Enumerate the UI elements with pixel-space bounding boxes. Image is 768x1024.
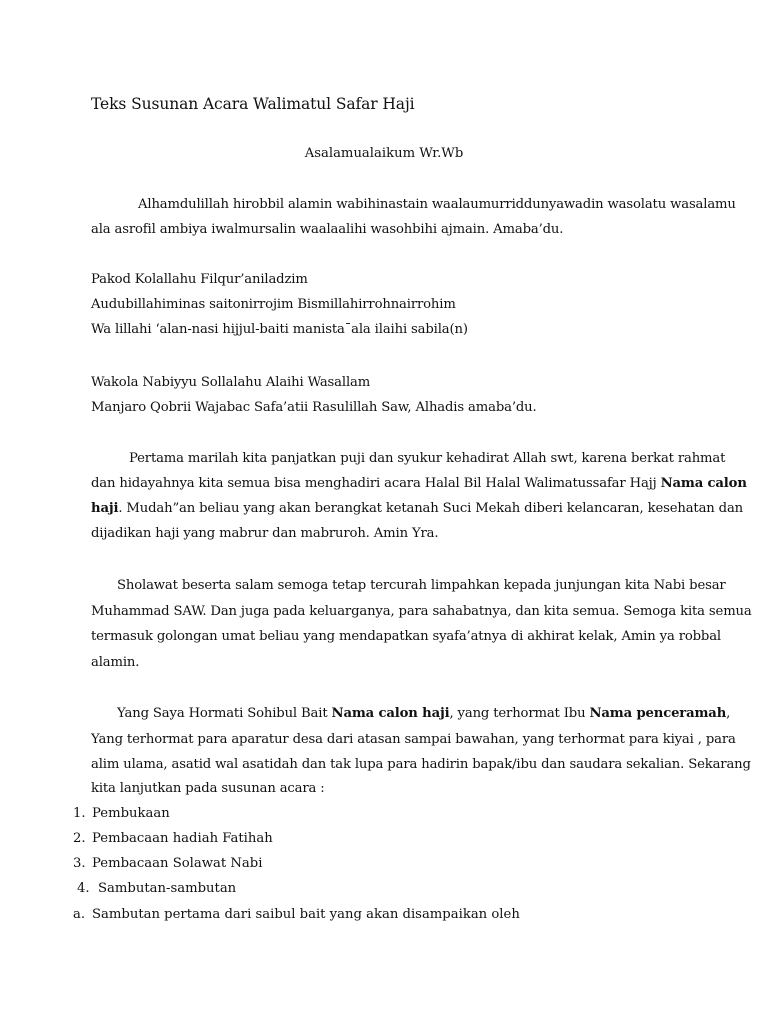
para2-line-1: Sholawat beserta salam semoga tetap tercurah limpahkan kepada junjungan kita Nabi besar bbox=[117, 578, 726, 593]
highlight-nama-penceramah: Nama penceramah bbox=[589, 706, 727, 721]
list-item-text: Pembacaan hadiah Fatihah bbox=[92, 831, 273, 846]
list-item-text: Pembacaan Solawat Nabi bbox=[92, 856, 263, 871]
para2-line-2: Muhammad SAW. Dan juga pada keluarganya, para sahabatnya, dan kita semua. Semoga kita semua bbox=[91, 604, 752, 619]
para3-line-1: Yang Saya Hormati Sohibul Bait Nama calon haji, yang terhormat Ibu Nama penceramah, bbox=[117, 706, 731, 721]
list-marker: 2. bbox=[73, 831, 86, 846]
list-marker: 3. bbox=[73, 856, 86, 871]
quran-line-1: Pakod Kolallahu Filqur’aniladzim bbox=[91, 272, 308, 287]
list-item-text: Sambutan-sambutan bbox=[98, 881, 237, 896]
para1-line-3: haji. Mudah”an beliau yang akan berangkat ketanah Suci Mekah diberi kelancaran, kesehatan dan bbox=[91, 501, 744, 516]
highlight-calon-haji-a: Nama calon bbox=[660, 476, 747, 491]
greeting: Asalamualaikum Wr.Wb bbox=[304, 146, 464, 161]
para2-line-4: alamin. bbox=[91, 655, 140, 670]
para3-line-4: kita lanjutkan pada susunan acara : bbox=[91, 781, 325, 796]
para1-line-1: Pertama marilah kita panjatkan puji dan syukur kehadirat Allah swt, karena berkat rahmat bbox=[129, 451, 726, 466]
document-title: Teks Susunan Acara Walimatul Safar Haji bbox=[91, 95, 415, 113]
para3-line-3: alim ulama, asatid wal asatidah dan tak lupa para hadirin bapak/ibu dan saudara sekalian. Sekarang bbox=[91, 757, 751, 772]
para3-line-2: Yang terhormat para aparatur desa dari atasan sampai bawahan, yang terhormat para kiyai , para bbox=[91, 732, 736, 747]
para1-line-2: dan hidayahnya kita semua bisa menghadiri acara Halal Bil Halal Walimatussafar Hajj Nama calon bbox=[91, 476, 747, 491]
hadith-line-1: Wakola Nabiyyu Sollalahu Alaihi Wasallam bbox=[91, 375, 371, 390]
list-item-text: Pembukaan bbox=[92, 806, 170, 821]
para2-line-3: termasuk golongan umat beliau yang mendapatkan syafa’atnya di akhirat kelak, Amin ya robbal bbox=[91, 629, 722, 644]
hadith-line-2: Manjaro Qobrii Wajabac Safa’atii Rasulillah Saw, Alhadis amaba’du. bbox=[91, 400, 537, 415]
list-marker: a. bbox=[73, 907, 86, 922]
quran-line-3: Wa lillahi ‘alan-nasi hijjul-baiti manista¯ala ilaihi sabila(n) bbox=[91, 322, 468, 337]
para1-line-4: dijadikan haji yang mabrur dan mabruroh. Amin Yra. bbox=[91, 526, 439, 541]
list-marker: 1. bbox=[73, 806, 86, 821]
opening-line-2: ala asrofil ambiya iwalmursalin waalaalihi wasohbihi ajmain. Amaba’du. bbox=[91, 222, 564, 237]
opening-line-1: Alhamdulillah hirobbil alamin wabihinastain waalaumurriddunyawadin wasolatu wasalamu bbox=[138, 197, 736, 212]
list-item-text: Sambutan pertama dari saibul bait yang akan disampaikan oleh bbox=[92, 907, 520, 922]
highlight-nama-calon-haji: Nama calon haji bbox=[331, 706, 450, 721]
highlight-calon-haji-b: haji bbox=[91, 501, 119, 516]
quran-line-2: Audubillahiminas saitonirrojim Bismillahirrohnairrohim bbox=[91, 297, 456, 312]
list-marker: 4. bbox=[77, 881, 90, 896]
